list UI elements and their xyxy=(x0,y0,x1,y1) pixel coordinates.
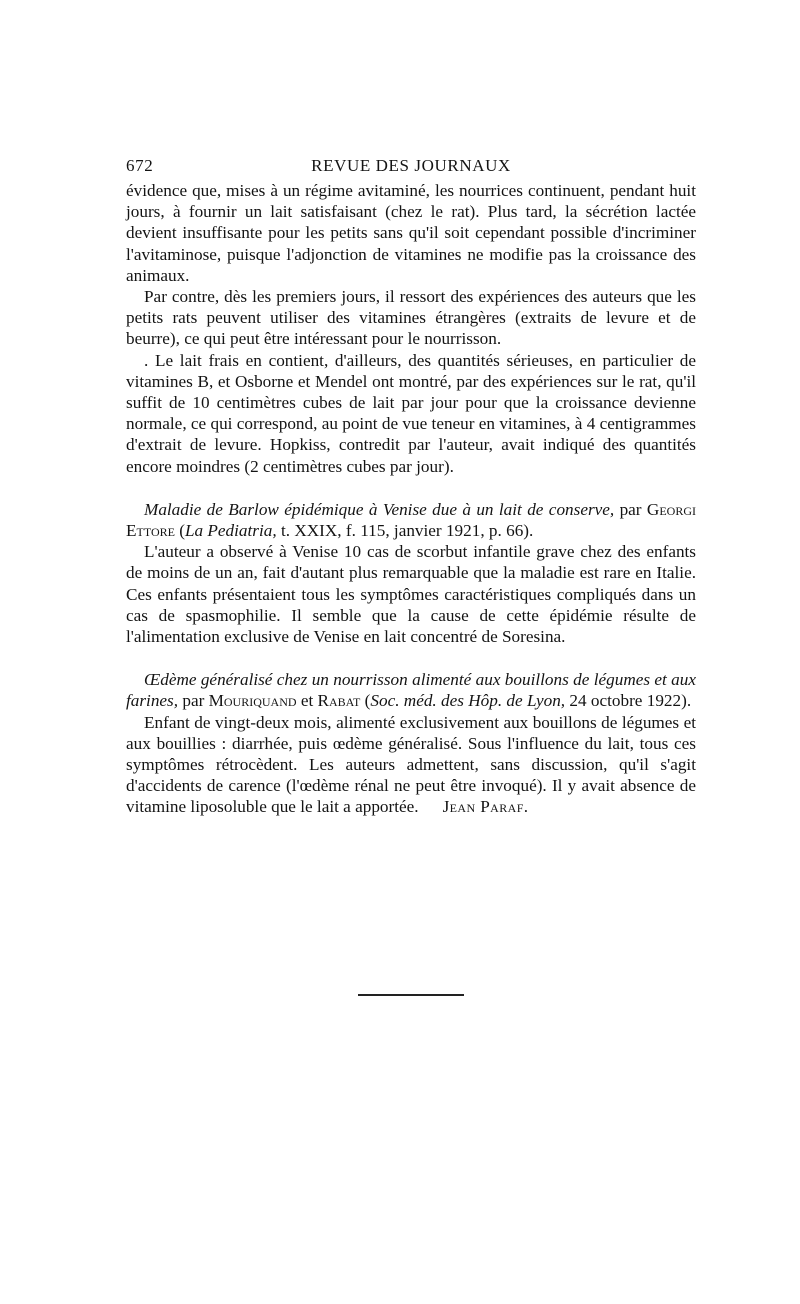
paragraph: Par contre, dès les premiers jours, il ressort des expériences des auteurs que les petits rats peuvent utiliser des vitamines étrangères (extraits de levure et de beurre), ce qui peut être intéressant pour le nourrisson. xyxy=(126,287,696,349)
article-title: Maladie de Barlow épidémique à Venise due à un lait de conserve, xyxy=(144,499,615,519)
article-author: Rabat xyxy=(317,691,361,711)
article-author: Mouriquand xyxy=(208,691,297,711)
article-heading: Œdème généralisé chez un nourrisson alimenté aux bouillons de légumes et aux farines, par Mouriquand et Rabat (Soc. méd. des Hôp. de Lyon, 24 octobre 1922). xyxy=(126,670,696,711)
article-source: La Pediatria, xyxy=(184,521,277,541)
page-number: 672 xyxy=(126,156,154,175)
paragraph: . Le lait frais en contient, d'ailleurs, des quantités sérieuses, en particulier de vitamines B, et Osborne et Mendel ont montré, par des expériences sur le rat, qu'il suffit de 10 centimètres cubes de lait par jour pour que la croissance devienne normale, ce qui correspond, au point de vue teneur en vitamines, à 4 centigrammes d'extrait de levure. Hopkiss, contredit par l'auteur, avait indiqué des quantités encore moindres (2 centimètres cubes par jour). xyxy=(126,350,696,476)
running-title: REVUE DES JOURNAUX xyxy=(311,156,511,175)
article-title: Œdème généralisé chez un nourrisson alimenté aux bouillons de légumes et aux farines, xyxy=(126,670,696,711)
article-source: Soc. méd. des Hôp. de Lyon, xyxy=(370,691,566,711)
page-header xyxy=(126,152,696,180)
article-body: Enfant de vingt-deux mois, alimenté exclusivement aux bouillons de légumes et aux bouillies : diarrhée, puis œdème généralisé. Sous l'influence du lait, tous ces symptômes rétrocèdent. Les auteurs admettent, sans discussion, qu'il s'agit d'accidents de carence (l'œdème rénal ne peut être invoqué). Il y avait absence de vitamine liposoluble que le lait a apportée. Jean Paraf. xyxy=(126,712,696,817)
article-heading: Maladie de Barlow épidémique à Venise due à un lait de conserve, par Georgi Ettore (La Pediatria, t. XXIX, f. 115, janvier 1921, p. 66). xyxy=(126,499,696,541)
signature: Jean Paraf. xyxy=(442,797,529,817)
paragraph-continuation: évidence que, mises à un régime avitaminé, les nourrices continuent, pendant huit jours, à fournir un lait satisfaisant (chez le rat). Plus tard, la sécrétion lactée devient insuffisante pour les petits sans qu'il soit cependant possible d'incriminer l'avitaminose, puisque l'adjonction de vitamines ne modifie pas la croissance des animaux. xyxy=(126,181,696,285)
article-body: L'auteur a observé à Venise 10 cas de scorbut infantile grave chez des enfants de moins de un an, fait d'autant plus remarquable que la maladie est rare en Italie. Ces enfants présentaient tous les symptômes caractéristiques compliqués dans un cas de spasmophilie. Il semble que la cause de cette épidémie résulte de l'alimentation exclusive de Venise en lait concentré de Soresina. xyxy=(126,542,696,647)
article-author: Georgi Ettore xyxy=(126,499,696,541)
end-rule xyxy=(358,994,464,996)
page xyxy=(126,152,696,818)
